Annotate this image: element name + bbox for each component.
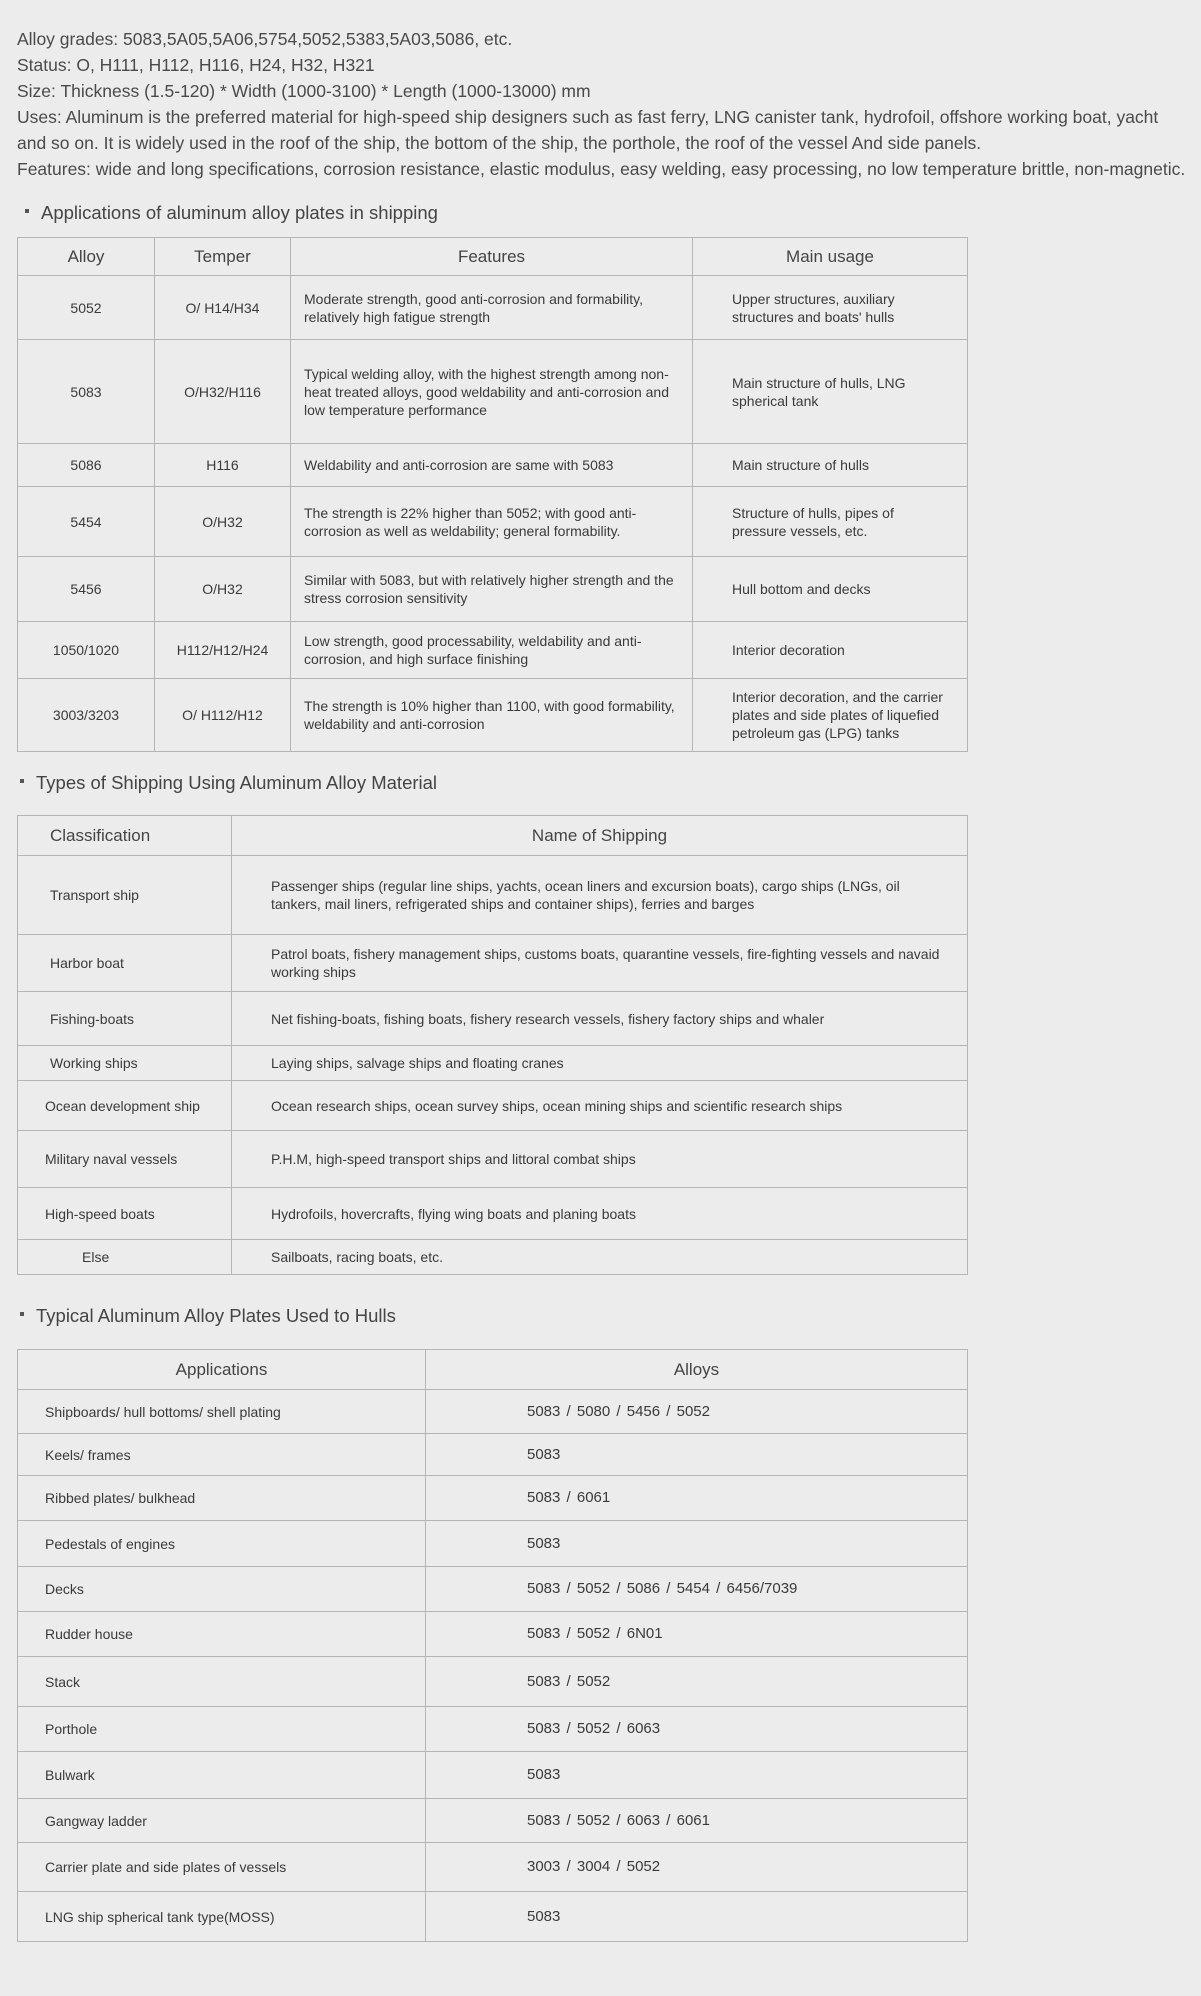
bullet-icon xyxy=(25,209,29,213)
table-row xyxy=(18,856,968,935)
alloys-cell: 5083 / 5052 xyxy=(426,1657,968,1707)
application-cell: LNG ship spherical tank type(MOSS) xyxy=(18,1892,426,1942)
features-cell: Weldability and anti-corrosion are same with 5083 xyxy=(291,444,693,487)
alloys-cell: 5083 / 5052 / 6063 / 6061 xyxy=(426,1799,968,1843)
column-header: Temper xyxy=(155,238,291,276)
section-title-applications xyxy=(25,202,438,224)
table-row xyxy=(18,1434,968,1476)
classification-cell: High-speed boats xyxy=(18,1188,232,1240)
application-cell: Keels/ frames xyxy=(18,1434,426,1476)
table-row xyxy=(18,1476,968,1521)
alloy-cell: 5052 xyxy=(18,276,155,340)
column-header: Alloys xyxy=(426,1350,968,1390)
column-header: Applications xyxy=(18,1350,426,1390)
temper-cell: O/H32/H116 xyxy=(155,340,291,444)
section-title-shipping-types xyxy=(20,772,437,794)
section-title-text: Types of Shipping Using Aluminum Alloy Material xyxy=(36,772,438,793)
features-paragraph: Features: wide and long specifications, corrosion resistance, elastic modulus, easy welding, easy processing, no low temperature brittle, non-magnetic. xyxy=(17,159,1186,179)
table-row xyxy=(18,1657,968,1707)
application-cell: Ribbed plates/ bulkhead xyxy=(18,1476,426,1521)
table-row xyxy=(18,1131,968,1188)
usage-cell: Interior decoration xyxy=(693,622,968,679)
usage-cell: Main structure of hulls xyxy=(693,444,968,487)
intro-text xyxy=(17,26,1187,182)
classification-cell: Working ships xyxy=(18,1046,232,1081)
table-row xyxy=(18,1188,968,1240)
shipping-name-cell: Passenger ships (regular line ships, yachts, ocean liners and excursion boats), cargo ships (LNGs, oil tankers, mail liners, refrigerated ships and container ships), ferries and barges xyxy=(232,856,968,935)
shipping-name-cell: Sailboats, racing boats, etc. xyxy=(232,1240,968,1275)
table-header-row xyxy=(18,816,968,856)
shipping-name-cell: P.H.M, high-speed transport ships and littoral combat ships xyxy=(232,1131,968,1188)
classification-cell: Ocean development ship xyxy=(18,1081,232,1131)
table-row xyxy=(18,935,968,992)
column-header: Main usage xyxy=(693,238,968,276)
applications-table xyxy=(17,237,968,752)
uses-paragraph: Uses: Aluminum is the preferred material for high-speed ship designers such as fast ferry, LNG canister tank, hydrofoil, offshore working boat, yacht and so on. It is widely used in the roof of the ship, the bottom of the ship, the porthole, the roof of the vessel And side panels. xyxy=(17,107,1159,153)
alloys-cell: 5083 xyxy=(426,1752,968,1799)
column-header: Features xyxy=(291,238,693,276)
alloys-cell: 5083 / 5080 / 5456 / 5052 xyxy=(426,1390,968,1434)
features-cell: Moderate strength, good anti-corrosion and formability, relatively high fatigue strength xyxy=(291,276,693,340)
features-cell: The strength is 22% higher than 5052; with good anti-corrosion as well as weldability; general formability. xyxy=(291,487,693,557)
application-cell: Bulwark xyxy=(18,1752,426,1799)
features-cell: Typical welding alloy, with the highest strength among non-heat treated alloys, good weldability and anti-corrosion and low temperature performance xyxy=(291,340,693,444)
table-row xyxy=(18,1752,968,1799)
status-line: Status: O, H111, H112, H116, H24, H32, H321 xyxy=(17,55,375,75)
usage-cell: Structure of hulls, pipes of pressure vessels, etc. xyxy=(693,487,968,557)
table-row xyxy=(18,1799,968,1843)
classification-cell: Military naval vessels xyxy=(18,1131,232,1188)
shipping-name-cell: Ocean research ships, ocean survey ships, ocean mining ships and scientific research ships xyxy=(232,1081,968,1131)
bullet-icon xyxy=(20,1312,24,1316)
alloys-cell: 5083 / 5052 / 5086 / 5454 / 6456/7039 xyxy=(426,1567,968,1612)
alloy-cell: 1050/1020 xyxy=(18,622,155,679)
usage-cell: Main structure of hulls, LNG spherical tank xyxy=(693,340,968,444)
table-row xyxy=(18,622,968,679)
application-cell: Gangway ladder xyxy=(18,1799,426,1843)
alloy-grades-line: Alloy grades: 5083,5A05,5A06,5754,5052,5383,5A03,5086, etc. xyxy=(17,29,513,49)
table-row xyxy=(18,1521,968,1567)
alloys-cell: 5083 / 6061 xyxy=(426,1476,968,1521)
application-cell: Stack xyxy=(18,1657,426,1707)
table-row xyxy=(18,1240,968,1275)
application-cell: Shipboards/ hull bottoms/ shell plating xyxy=(18,1390,426,1434)
table-row xyxy=(18,992,968,1046)
hull-plates-table xyxy=(17,1349,968,1942)
features-cell: Low strength, good processability, weldability and anti-corrosion, and high surface finishing xyxy=(291,622,693,679)
alloy-cell: 5454 xyxy=(18,487,155,557)
table-row xyxy=(18,1390,968,1434)
usage-cell: Upper structures, auxiliary structures and boats' hulls xyxy=(693,276,968,340)
temper-cell: O/ H14/H34 xyxy=(155,276,291,340)
application-cell: Carrier plate and side plates of vessels xyxy=(18,1843,426,1892)
application-cell: Rudder house xyxy=(18,1612,426,1657)
table-row xyxy=(18,1081,968,1131)
shipping-name-cell: Hydrofoils, hovercrafts, flying wing boats and planing boats xyxy=(232,1188,968,1240)
shipping-name-cell: Net fishing-boats, fishing boats, fishery research vessels, fishery factory ships and whaler xyxy=(232,992,968,1046)
alloy-cell: 5456 xyxy=(18,557,155,622)
classification-cell: Harbor boat xyxy=(18,935,232,992)
alloys-cell: 5083 / 5052 / 6N01 xyxy=(426,1612,968,1657)
table-header-row xyxy=(18,1350,968,1390)
section-title-hull-plates xyxy=(20,1305,396,1327)
alloy-cell: 5083 xyxy=(18,340,155,444)
section-title-text: Typical Aluminum Alloy Plates Used to Hulls xyxy=(36,1305,396,1326)
application-cell: Porthole xyxy=(18,1707,426,1752)
temper-cell: H112/H12/H24 xyxy=(155,622,291,679)
table-row xyxy=(18,340,968,444)
alloys-cell: 5083 xyxy=(426,1892,968,1942)
application-cell: Pedestals of engines xyxy=(18,1521,426,1567)
table-row xyxy=(18,1612,968,1657)
table-row xyxy=(18,557,968,622)
alloy-cell: 5086 xyxy=(18,444,155,487)
size-line: Size: Thickness (1.5-120) * Width (1000-3100) * Length (1000-13000) mm xyxy=(17,81,591,101)
table-row xyxy=(18,1707,968,1752)
column-header: Classification xyxy=(18,816,232,856)
features-cell: The strength is 10% higher than 1100, with good formability, weldability and anti-corrosion xyxy=(291,679,693,752)
alloy-cell: 3003/3203 xyxy=(18,679,155,752)
table-row xyxy=(18,1567,968,1612)
table-row xyxy=(18,487,968,557)
table-row xyxy=(18,1843,968,1892)
features-cell: Similar with 5083, but with relatively higher strength and the stress corrosion sensitivity xyxy=(291,557,693,622)
alloys-cell: 5083 / 5052 / 6063 xyxy=(426,1707,968,1752)
alloys-cell: 3003 / 3004 / 5052 xyxy=(426,1843,968,1892)
table-row xyxy=(18,444,968,487)
classification-cell: Transport ship xyxy=(18,856,232,935)
alloys-cell: 5083 xyxy=(426,1521,968,1567)
alloys-cell: 5083 xyxy=(426,1434,968,1476)
column-header: Name of Shipping xyxy=(232,816,968,856)
temper-cell: O/ H112/H12 xyxy=(155,679,291,752)
classification-cell: Else xyxy=(18,1240,232,1275)
classification-cell: Fishing-boats xyxy=(18,992,232,1046)
table-row xyxy=(18,276,968,340)
application-cell: Decks xyxy=(18,1567,426,1612)
bullet-icon xyxy=(20,779,24,783)
temper-cell: H116 xyxy=(155,444,291,487)
table-row xyxy=(18,1046,968,1081)
section-title-text: Applications of aluminum alloy plates in shipping xyxy=(41,202,438,223)
table-row xyxy=(18,1892,968,1942)
usage-cell: Interior decoration, and the carrier plates and side plates of liquefied petroleum gas (LPG) tanks xyxy=(693,679,968,752)
table-row xyxy=(18,679,968,752)
temper-cell: O/H32 xyxy=(155,487,291,557)
column-header: Alloy xyxy=(18,238,155,276)
shipping-types-table xyxy=(17,815,968,1275)
table-header-row xyxy=(18,238,968,276)
shipping-name-cell: Patrol boats, fishery management ships, customs boats, quarantine vessels, fire-fighting vessels and navaid working ships xyxy=(232,935,968,992)
usage-cell: Hull bottom and decks xyxy=(693,557,968,622)
temper-cell: O/H32 xyxy=(155,557,291,622)
shipping-name-cell: Laying ships, salvage ships and floating cranes xyxy=(232,1046,968,1081)
